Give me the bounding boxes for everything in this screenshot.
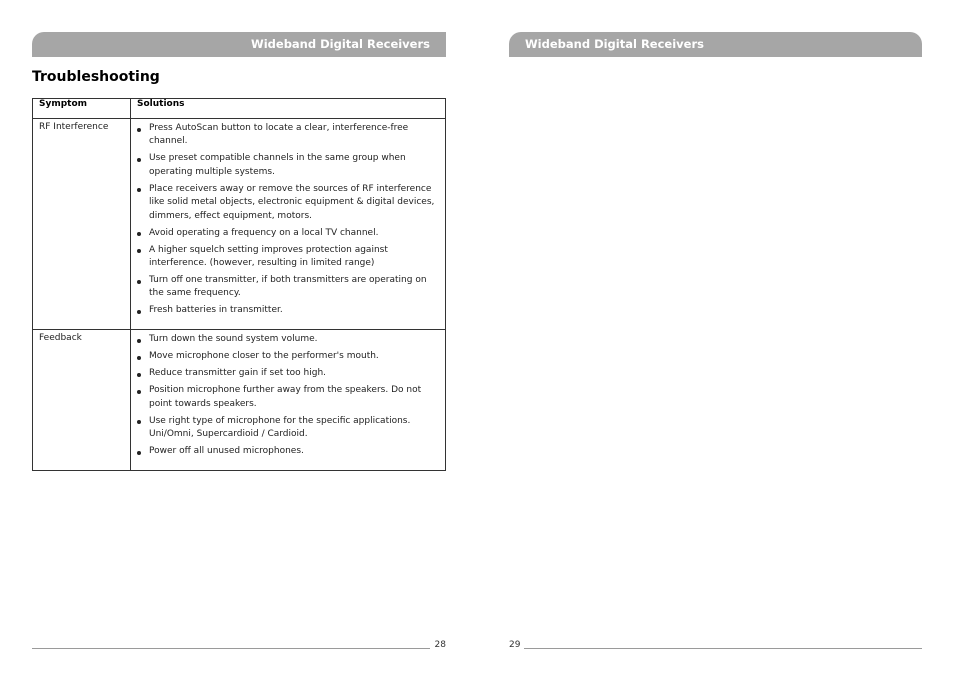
solution-text: Use right type of microphone for the specific applications. Uni/Omni, Supercardioid / Cardioid. bbox=[149, 415, 411, 440]
bullet-icon bbox=[137, 188, 141, 192]
table-row bbox=[33, 330, 446, 471]
solution-text: Place receivers away or remove the sources of RF interference like solid metal objects, electronic equipment & digital devices, dimmers, effect equipment, motors. bbox=[149, 183, 435, 221]
solutions-cell bbox=[131, 119, 446, 330]
list-item bbox=[135, 122, 441, 149]
bullet-icon bbox=[137, 451, 141, 455]
list-item bbox=[135, 183, 441, 223]
symptom-cell: Feedback bbox=[33, 330, 131, 471]
bullet-icon bbox=[137, 280, 141, 284]
footer-rule-right bbox=[524, 648, 922, 649]
list-item bbox=[135, 244, 441, 271]
page-number-right: 29 bbox=[509, 640, 521, 650]
list-item bbox=[135, 152, 441, 179]
bullet-icon bbox=[137, 390, 141, 394]
bullet-icon bbox=[137, 356, 141, 360]
solutions-list bbox=[135, 333, 441, 458]
footer-rule-left bbox=[32, 648, 430, 649]
list-item bbox=[135, 445, 441, 458]
column-header-solutions: Solutions bbox=[131, 99, 446, 119]
solution-text: Reduce transmitter gain if set too high. bbox=[149, 368, 327, 379]
list-item bbox=[135, 350, 441, 363]
solution-text: Fresh batteries in transmitter. bbox=[149, 305, 283, 316]
bullet-icon bbox=[137, 373, 141, 377]
solutions-list bbox=[135, 122, 441, 318]
solution-text: Turn off one transmitter, if both transmitters are operating on the same frequency. bbox=[149, 275, 427, 299]
list-item bbox=[135, 333, 441, 346]
section-title: Troubleshooting bbox=[32, 69, 160, 85]
solution-text: Press AutoScan button to locate a clear, interference-free channel. bbox=[149, 123, 409, 147]
bullet-icon bbox=[137, 128, 141, 132]
list-item bbox=[135, 274, 441, 301]
table-header-row bbox=[33, 99, 446, 119]
solution-text: A higher squelch setting improves protection against interference. (however, resulting in limited range) bbox=[149, 244, 388, 269]
solution-text: Turn down the sound system volume. bbox=[149, 334, 318, 345]
list-item bbox=[135, 384, 441, 411]
bullet-icon bbox=[137, 339, 141, 343]
bullet-icon bbox=[137, 232, 141, 236]
solution-text: Avoid operating a frequency on a local TV channel. bbox=[149, 227, 379, 238]
bullet-icon bbox=[137, 310, 141, 314]
symptom-cell: RF Interference bbox=[33, 119, 131, 330]
table-row bbox=[33, 119, 446, 330]
troubleshooting-table bbox=[32, 98, 446, 471]
list-item bbox=[135, 227, 441, 240]
header-banner-left: Wideband Digital Receivers bbox=[32, 32, 446, 57]
left-page bbox=[32, 0, 446, 675]
column-header-symptom: Symptom bbox=[33, 99, 131, 119]
bullet-icon bbox=[137, 158, 141, 162]
solution-text: Position microphone further away from the speakers. Do not point towards speakers. bbox=[149, 385, 422, 409]
solution-text: Power off all unused microphones. bbox=[149, 446, 304, 457]
header-banner-right: Wideband Digital Receivers bbox=[509, 32, 922, 57]
right-page bbox=[509, 0, 922, 675]
list-item bbox=[135, 367, 441, 380]
bullet-icon bbox=[137, 420, 141, 424]
solution-text: Move microphone closer to the performer's mouth. bbox=[149, 351, 379, 362]
list-item bbox=[135, 415, 441, 442]
bullet-icon bbox=[137, 249, 141, 253]
list-item bbox=[135, 304, 441, 317]
page-number-left: 28 bbox=[434, 640, 446, 650]
solutions-cell bbox=[131, 330, 446, 471]
solution-text: Use preset compatible channels in the same group when operating multiple systems. bbox=[149, 153, 406, 177]
